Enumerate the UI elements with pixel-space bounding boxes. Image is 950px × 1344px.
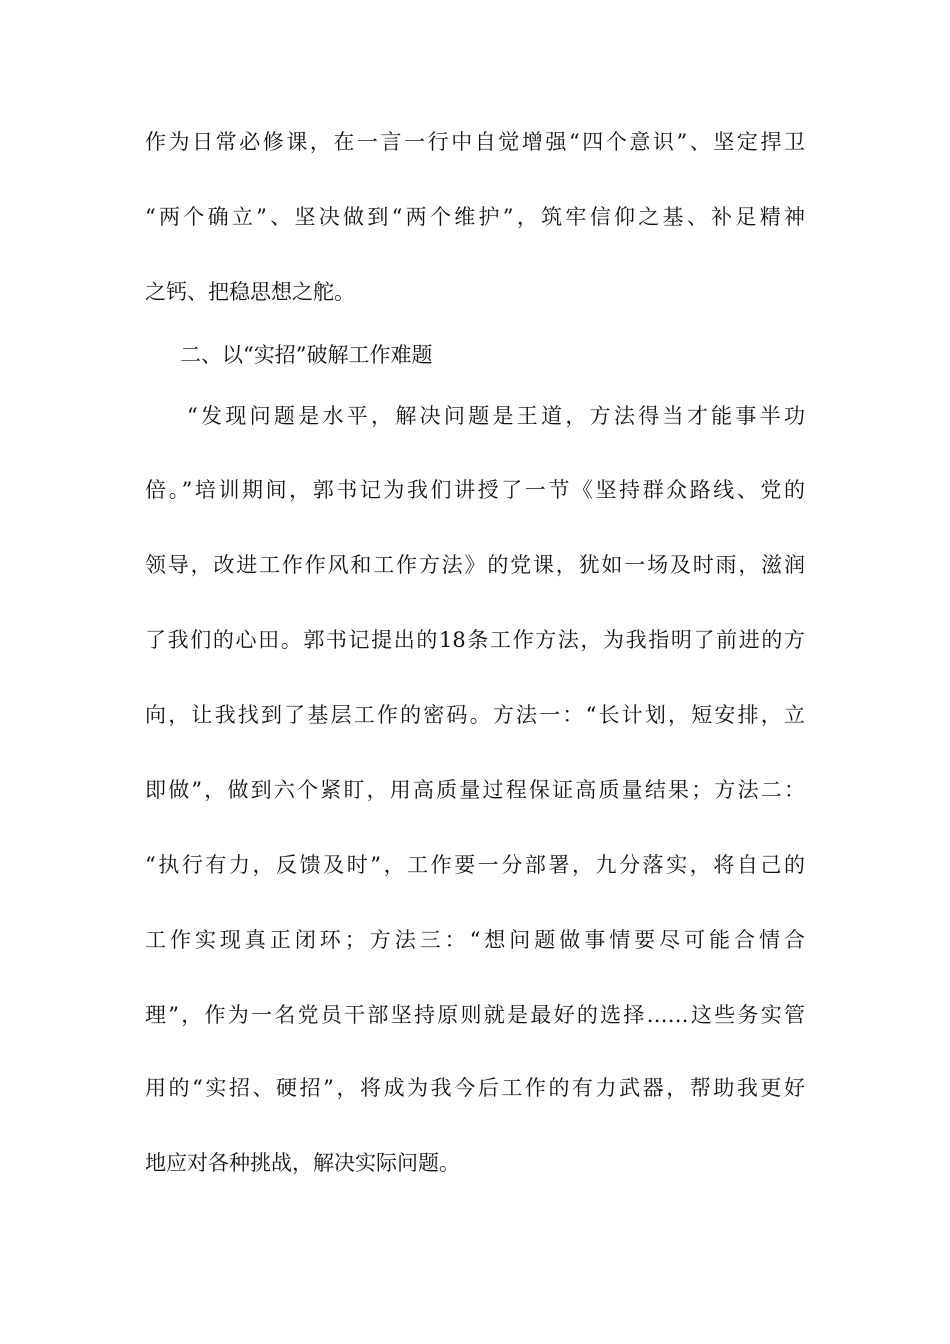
paragraph-2-line-8: 工作实现真正闭环；方法三：“想问题做事情要尽可能合情合: [145, 928, 805, 952]
paragraph-1-line-1: 作为日常必修课，在一言一行中自觉增强“四个意识”、坚定捍卫: [145, 130, 805, 154]
paragraph-2-line-9: 理”，作为一名党员干部坚持原则就是最好的选择……这些务实管: [145, 1003, 805, 1027]
paragraph-2-line-2: 倍。”培训期间，郭书记为我们讲授了一节《坚持群众路线、党的: [145, 478, 805, 502]
paragraph-2-line-1: “发现问题是水平，解决问题是王道，方法得当才能事半功: [187, 404, 805, 428]
paragraph-2-line-7: “执行有力，反馈及时”，工作要一分部署，九分落实，将自己的: [145, 853, 805, 877]
paragraph-2-line-5: 向，让我找到了基层工作的密码。方法一：“长计划，短安排，立: [145, 703, 805, 727]
paragraph-2-line-6: 即做”，做到六个紧盯，用高质量过程保证高质量结果；方法二：: [145, 778, 805, 802]
paragraph-2-line-11: 地应对各种挑战，解决实际问题。: [145, 1151, 460, 1175]
paragraph-1-line-2: “两个确立”、坚决做到“两个维护”，筑牢信仰之基、补足精神: [145, 205, 805, 229]
section-heading-2: 二、以“实招”破解工作难题: [180, 343, 433, 367]
paragraph-2-line-4: 了我们的心田。郭书记提出的18条工作方法，为我指明了前进的方: [145, 628, 805, 652]
paragraph-1-line-3: 之钙、把稳思想之舵。: [145, 280, 355, 304]
paragraph-2-line-10: 用的“实招、硬招”，将成为我今后工作的有力武器，帮助我更好: [145, 1076, 805, 1100]
paragraph-2-line-3: 领导，改进工作作风和工作方法》的党课，犹如一场及时雨，滋润: [145, 553, 805, 577]
